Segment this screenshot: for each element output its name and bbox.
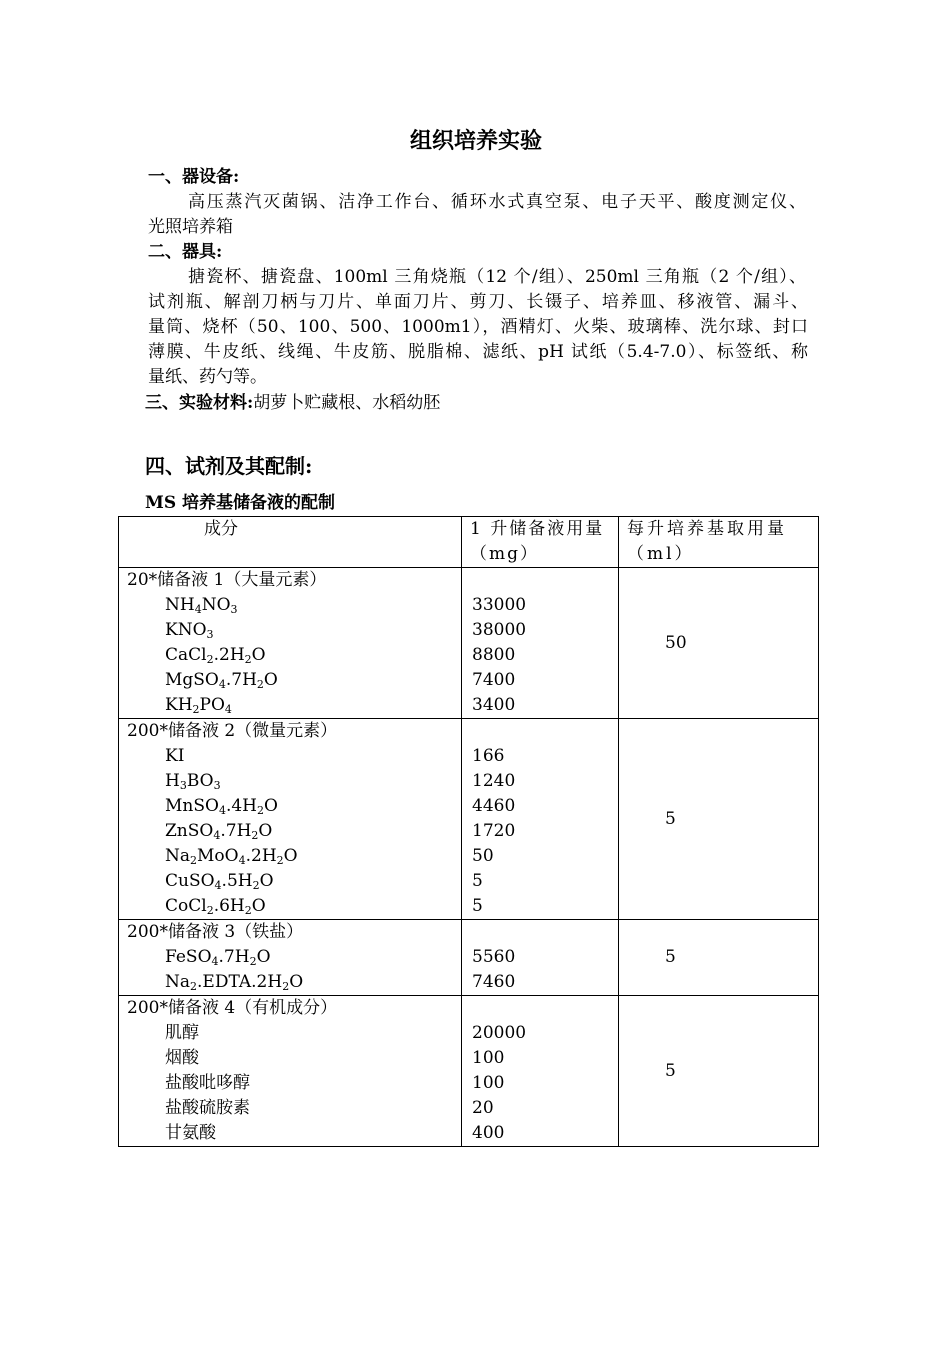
component-item: $FeSO_4.7H_2O$ <box>165 947 271 968</box>
group-name: 20*储备液 1（大量元素） <box>127 570 327 590</box>
group-per-liter <box>619 996 819 1147</box>
component-item: $Na_2MoO_4.2H_2O$ <box>165 846 298 867</box>
per-liter-value: 5 <box>665 808 676 829</box>
per-liter-value: 5 <box>665 947 676 967</box>
table-header-row <box>119 517 819 568</box>
amount-value: 5560 <box>472 947 516 967</box>
ms-stock-table <box>118 516 819 1147</box>
section-1-line-2: 光照培养箱 <box>148 217 233 237</box>
per-liter-value: 50 <box>665 632 687 653</box>
component-item: $NH_4NO_3$ <box>165 595 238 616</box>
component-item: $MnSO_4.4H_2O$ <box>165 796 278 817</box>
component-item: $MgSO_4.7H_2O$ <box>165 670 278 691</box>
section-2-line-3: 量筒、烧杯（50、100、500、1000m1），酒精灯、火柴、玻璃棒、洗尔球、封口 <box>148 317 808 337</box>
page-title: 组织培养实验 <box>409 128 542 154</box>
per-liter-value: 5 <box>665 1060 676 1081</box>
table-title: MS 培养基储备液的配制 <box>145 493 336 513</box>
group-amounts <box>462 996 619 1147</box>
component-item: $CaCl_2.2H_2O$ <box>165 645 266 666</box>
component-item: 盐酸硫胺素 <box>165 1098 250 1118</box>
amount-value: 20000 <box>472 1023 527 1043</box>
component-item: $Na_2.EDTA.2H_2O$ <box>165 972 304 993</box>
amount-value: 100 <box>472 1048 505 1068</box>
amount-value: 1720 <box>472 821 516 841</box>
component-item: $KH_2PO_4$ <box>165 695 232 716</box>
component-item: 盐酸吡哆醇 <box>165 1073 250 1093</box>
section-2-line-4: 薄膜、牛皮纸、线绳、牛皮筋、脱脂棉、滤纸、pH 试纸（5.4-7.0）、标签纸、称 <box>148 342 808 362</box>
group-name: 200*储备液 4（有机成分） <box>127 998 338 1018</box>
group-name: 200*储备液 3（铁盐） <box>127 922 304 942</box>
amount-value: 400 <box>472 1123 505 1143</box>
table-row-group-3 <box>119 920 819 996</box>
amount-value: 33000 <box>472 595 527 615</box>
amount-value: 7460 <box>472 972 516 992</box>
section-2-heading: 二、器具: <box>148 242 223 262</box>
section-2-line-2: 试剂瓶、解剖刀柄与刀片、单面刀片、剪刀、长镊子、培养皿、移液管、漏斗、 <box>148 292 808 312</box>
amount-value: 8800 <box>472 645 516 665</box>
component-item: $CoCl_2.6H_2O$ <box>165 896 266 917</box>
group-components <box>119 920 462 996</box>
amount-value: 50 <box>472 846 494 866</box>
amount-value: 7400 <box>472 670 516 690</box>
component-item: 甘氨酸 <box>165 1123 216 1143</box>
component-item: 肌醇 <box>165 1023 199 1043</box>
component-item: $CuSO_4.5H_2O$ <box>165 871 274 892</box>
section-3: 三、实验材料:胡萝卜贮藏根、水稻幼胚 <box>145 393 441 413</box>
amount-value: 3400 <box>472 695 516 715</box>
section-2-line-5: 量纸、药勺等。 <box>148 367 267 387</box>
component-item: $KNO_3$ <box>165 620 214 641</box>
component-item: $H_3BO_3$ <box>165 771 221 792</box>
group-per-liter <box>619 568 819 719</box>
component-item: KI <box>165 746 185 766</box>
header-amount: 1 升储备液用量 （mg） <box>462 517 619 568</box>
table-body <box>119 568 819 1147</box>
section-4-heading: 四、试剂及其配制: <box>145 454 313 478</box>
table-row-group-2 <box>119 719 819 920</box>
amount-value: 38000 <box>472 620 527 640</box>
amount-value: 100 <box>472 1073 505 1093</box>
group-name: 200*储备液 2（微量元素） <box>127 721 338 741</box>
group-components <box>119 568 462 719</box>
group-per-liter <box>619 719 819 920</box>
amount-value: 4460 <box>472 796 516 816</box>
group-amounts <box>462 568 619 719</box>
header-component: 成分 <box>119 517 462 568</box>
group-components <box>119 996 462 1147</box>
amount-value: 5 <box>472 896 483 916</box>
group-components <box>119 719 462 920</box>
amount-value: 20 <box>472 1098 494 1118</box>
group-per-liter <box>619 920 819 996</box>
component-item: $ZnSO_4.7H_2O$ <box>165 821 273 842</box>
section-3-text: 胡萝卜贮藏根、水稻幼胚 <box>253 393 441 413</box>
header-per-liter: 每升培养基取用量 （ml） <box>619 517 819 568</box>
table-row-group-1 <box>119 568 819 719</box>
amount-value: 1240 <box>472 771 516 791</box>
component-item: 烟酸 <box>165 1048 199 1068</box>
section-2-line-1: 搪瓷杯、搪瓷盘、100ml 三角烧瓶（12 个/组）、250ml 三角瓶（2 个/组）、 <box>188 267 806 287</box>
section-1-heading: 一、器设备: <box>148 167 240 187</box>
table-row-group-4 <box>119 996 819 1147</box>
amount-value: 166 <box>472 746 505 766</box>
group-amounts <box>462 920 619 996</box>
section-1-line-1: 高压蒸汽灭菌锅、洁净工作台、循环水式真空泵、电子天平、酸度测定仪、 <box>188 192 806 212</box>
section-3-heading: 三、实验材料 <box>145 393 247 413</box>
amount-value: 5 <box>472 871 483 891</box>
group-amounts <box>462 719 619 920</box>
